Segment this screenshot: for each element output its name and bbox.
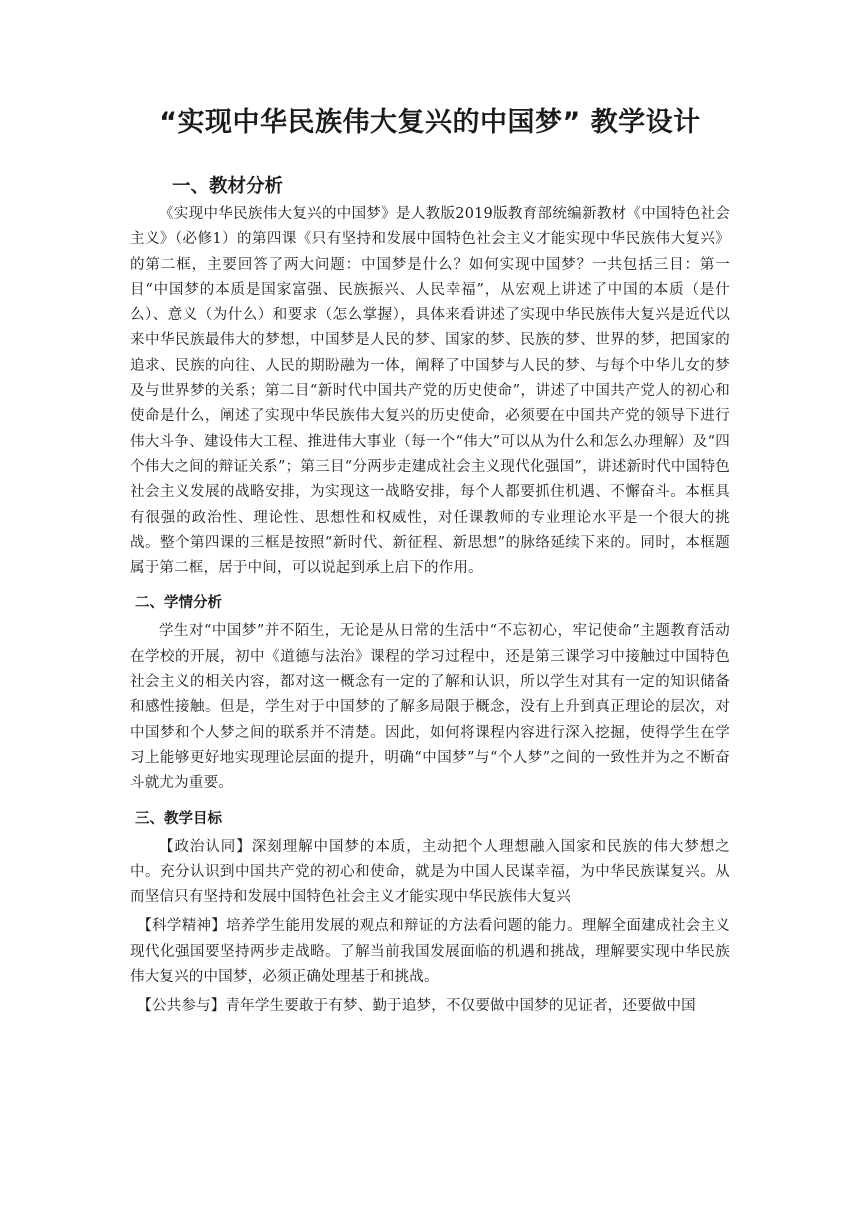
section-heading-textbook-analysis: 一、教材分析 — [172, 176, 284, 197]
paragraph-objective-political-identity: 【政治认同】深刻理解中国梦的本质，主动把个人理想融入国家和民族的伟大梦想之中。充分认识到中国共产党的初心和使命，就是为中国人民谋幸福，为中华民族谋复兴。从而坚信只有坚持和发展中国特色社会主义才能实现中华民族伟大复兴 — [130, 838, 730, 906]
section-heading-teaching-objectives: 三、教学目标 — [135, 810, 222, 827]
paragraph-textbook-analysis: 《实现中华民族伟大复兴的中国梦》是人教版2019版教育部统编新教材《中国特色社会主义》（必修1）的第四课《只有坚持和发展中国特色社会主义才能实现中华民族伟大复兴》的第二框，主要回答了两大问题：中国梦是什么？如何实现中国梦？一共包括三目：第一目“中国梦的本质是国家富强、民族振兴、人民幸福”，从宏观上讲述了中国的本质（是什么）、意义（为什么）和要求（怎么掌握），具体来看讲述了实现中华民族伟大复兴是近代以来中华民族最伟大的梦想，中国梦是人民的梦、国家的梦、民族的梦、世界的梦，把国家的追求、民族的向往、人民的期盼融为一体，阐释了中国梦与人民的梦、与每个中华儿女的梦及与世界梦的关系；第二目“新时代中国共产党的历史使命”，讲述了中国共产党人的初心和使命是什么，阐述了实现中华民族伟大复兴的历史使命，必须要在中国共产党的领导下进行伟大斗争、建设伟大工程、推进伟大事业（每一个“伟大”可以从为什么和怎么办理解）及“四个伟大之间的辩证关系”；第三目“分两步走建成社会主义现代化强国”，讲述新时代中国特色社会主义发展的战略安排，为实现这一战略安排，每个人都要抓住机遇、不懈奋斗。本框具有很强的政治性、理论性、思想性和权威性，对任课教师的专业理论水平是一个很大的挑战。整个第四课的三框是按照“新时代、新征程、新思想”的脉络延续下来的。同时，本框题属于第二框，居于中间，可以说起到承上启下的作用。 — [130, 206, 730, 577]
document-body — [130, 172, 730, 1020]
paragraph-objective-public-participation: 【公共参与】青年学生要敢于有梦、勤于追梦，不仅要做中国梦的见证者，还要做中国 — [137, 998, 696, 1015]
paragraph-student-analysis: 学生对“中国梦”并不陌生，无论是从日常的生活中“不忘初心，牢记使命”主题教育活动在学校的开展，初中《道德与法治》课程的学习过程中，还是第三课学习中接触过中国特色社会主义的相关内容，都对这一概念有一定的了解和认识，所以学生对其有一定的知识储备和感性接触。但是，学生对于中国梦的了解多局限于概念，没有上升到真正理论的层次，对中国梦和个人梦之间的联系并不清楚。因此，如何将课程内容进行深入挖掘，使得学生在学习上能够更好地实现理论层面的提升，明确“中国梦”与“个人梦”之间的一致性并为之不断奋斗就尤为重要。 — [130, 623, 730, 792]
section-heading-student-analysis: 二、学情分析 — [135, 595, 222, 612]
paragraph-objective-scientific-spirit: 【科学精神】培养学生能用发展的观点和辩证的方法看问题的能力。理解全面建成社会主义现代化强国要坚持两步走战略。了解当前我国发展面临的机遇和挑战，理解要实现中华民族伟大复兴的中国梦，必须正确处理基于和挑战。 — [130, 918, 730, 986]
document-title: “实现中华民族伟大复兴的中国梦” 教学设计 — [159, 107, 701, 138]
